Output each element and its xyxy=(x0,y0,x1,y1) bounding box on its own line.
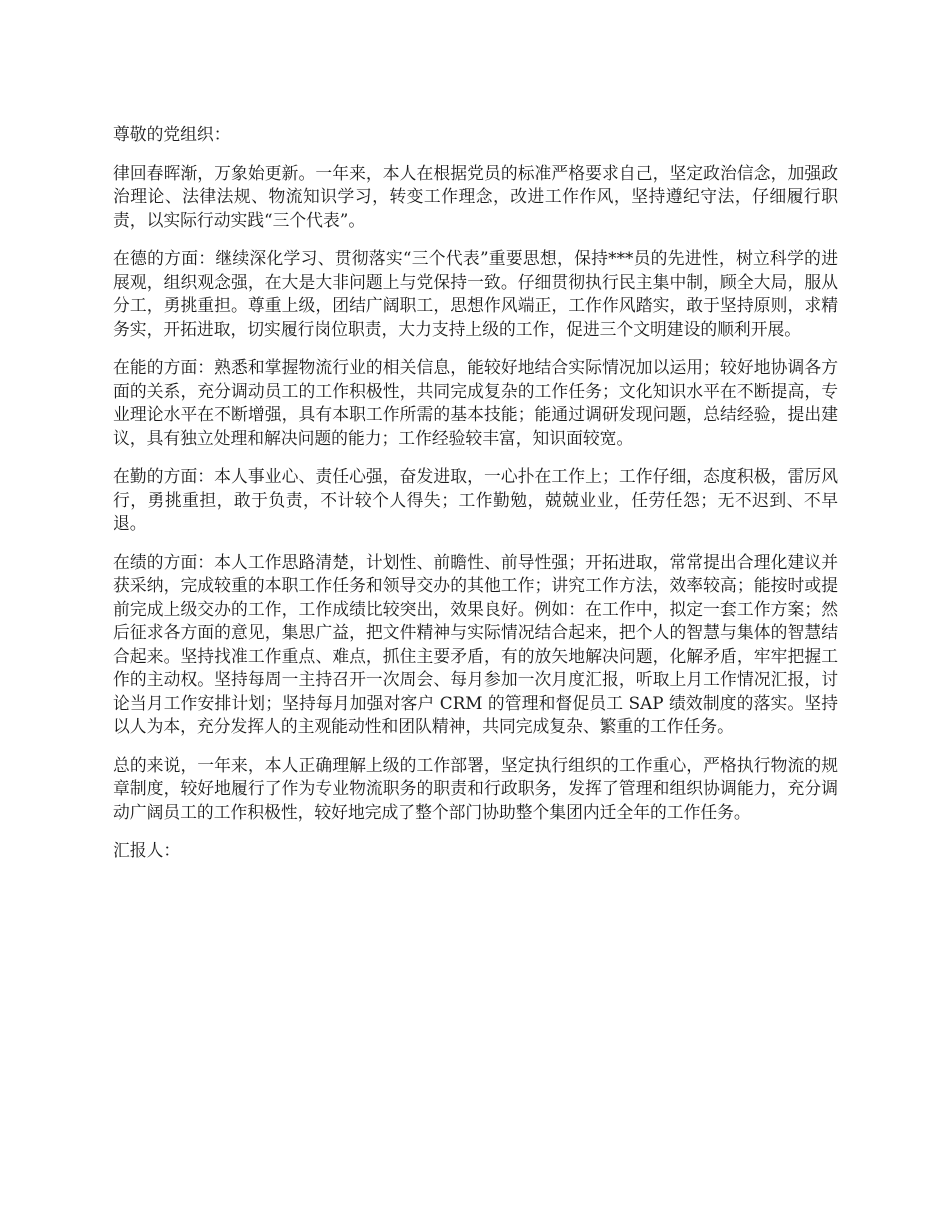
paragraph-ability: 在能的方面：熟悉和掌握物流行业的相关信息，能较好地结合实际情况加以运用；较好地协调各方面的关系，充分调动员工的工作积极性，共同完成复杂的工作任务；文化知识水平在不断提高，专业理论水平在不断增强，具有本职工作所需的基本技能；能通过调研发现问题，总结经验，提出建议，具有独立处理和解决问题的能力；工作经验较丰富，知识面较宽。 xyxy=(113,357,838,448)
paragraph-summary: 总的来说，一年来，本人正确理解上级的工作部署，坚定执行组织的工作重心，严格执行物流的规章制度，较好地履行了作为专业物流职务的职责和行政职务，发挥了管理和组织协调能力，充分调动广阔员工的工作积极性，较好地完成了整个部门协助整个集团内迁全年的工作任务。 xyxy=(113,754,838,822)
paragraph-achievement: 在绩的方面：本人工作思路清楚，计划性、前瞻性、前导性强；开拓进取，常常提出合理化建议并获采纳，完成较重的本职工作任务和领导交办的其他工作；讲究工作方法，效率较高；能按时或提前完成上级交办的工作，工作成绩比较突出，效果良好。例如：在工作中，拟定一套工作方案；然后征求各方面的意见，集思广益，把文件精神与实际情况结合起来，把个人的智慧与集体的智慧结合起来。坚持找准工作重点、难点，抓住主要矛盾，有的放矢地解决问题，化解矛盾，牢牢把握工作的主动权。坚持每周一主持召开一次周会、每月参加一次月度汇报，听取上月工作情况汇报，讨论当月工作安排计划；坚持每月加强对客户 CRM 的管理和督促员工 SAP 绩效制度的落实。坚持以人为本，充分发挥人的主观能动性和团队精神，共同完成复杂、繁重的工作任务。 xyxy=(113,551,838,736)
paragraph-diligence: 在勤的方面：本人事业心、责任心强，奋发进取，一心扑在工作上；工作仔细，态度积极，雷厉风行，勇挑重担，敢于负责，不计较个人得失；工作勤勉，兢兢业业，任劳任怨；无不迟到、不早退。 xyxy=(113,466,838,533)
paragraph-morality: 在德的方面：继续深化学习、贯彻落实“三个代表”重要思想，保持***员的先进性，树立科学的进展观，组织观念强，在大是大非问题上与党保持一致。仔细贯彻执行民主集中制，顾全大局，服从分工，勇挑重担。尊重上级，团结广阔职工，思想作风端正，工作作风踏实，敢于坚持原则，求精务实，开拓进取，切实履行岗位职责，大力支持上级的工作，促进三个文明建设的顺利开展。 xyxy=(113,248,838,339)
salutation: 尊敬的党组织： xyxy=(113,124,231,144)
signature-line: 汇报人： xyxy=(113,840,181,860)
document-body xyxy=(113,123,838,878)
paragraph-intro: 律回春晖渐，万象始更新。一年来，本人在根据党员的标准严格要求自己，坚定政治信念，加强政治理论、法律法规、物流知识学习，转变工作理念，改进工作作风，坚持遵纪守法，仔细履行职责，以实际行动实践“三个代表”。 xyxy=(113,162,838,230)
